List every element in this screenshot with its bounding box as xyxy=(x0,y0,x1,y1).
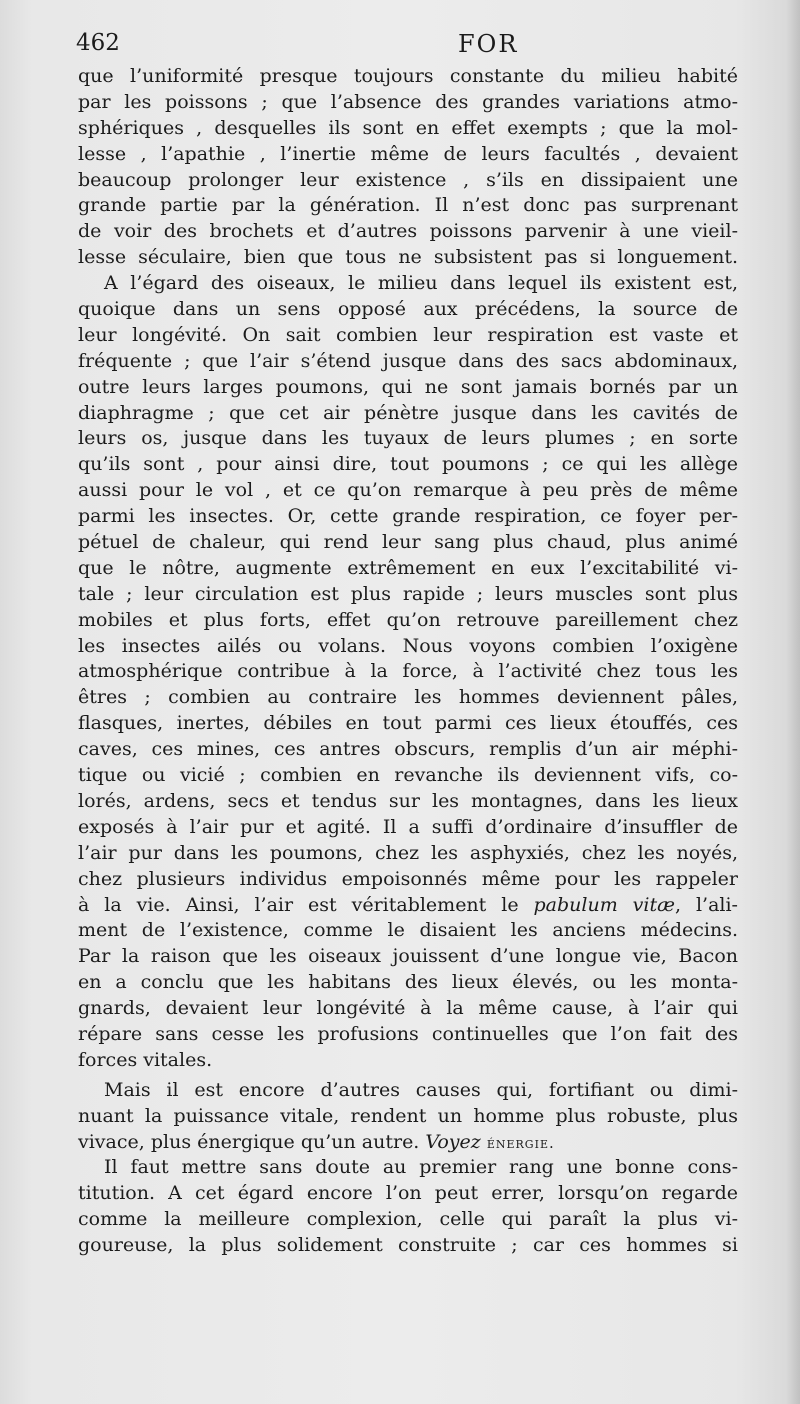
text-line: Par la raison que les oiseaux jouissent d’une longue vie, Bacon xyxy=(78,945,738,968)
text-line: quoique dans un sens opposé aux précédens, la source de xyxy=(78,298,738,321)
text-line: goureuse, la plus solidement construite ; car ces hommes si xyxy=(78,1234,738,1257)
text-line: lorés, ardens, secs et tendus sur les montagnes, dans les lieux xyxy=(78,789,738,812)
text-line: grande partie par la génération. Il n’est donc pas surprenant xyxy=(78,194,738,217)
text-line: fréquente ; que l’air s’étend jusque dans des sacs abdominaux, xyxy=(78,349,738,372)
text-line: Il faut mettre sans doute au premier rang une bonne cons- xyxy=(104,1156,738,1179)
text-line: atmosphérique contribue à la force, à l’activité chez tous les xyxy=(78,660,738,683)
text-line: titution. A cet égard encore l’on peut errer, lorsqu’on regarde xyxy=(78,1182,738,1205)
text-line: forces vitales. xyxy=(78,1048,213,1071)
text-line: beaucoup prolonger leur existence , s’ils en dissipaient une xyxy=(78,168,738,191)
text-line: à la vie. Ainsi, l’air est véritablement le pabulum vitæ, l’ali- xyxy=(78,893,738,916)
text-line: que le nôtre, augmente extrêmement en eux l’excitabilité vi- xyxy=(78,556,738,579)
text-line: pétuel de chaleur, qui rend leur sang plus chaud, plus animé xyxy=(78,531,738,554)
text-line: lesse séculaire, bien que tous ne subsistent pas si longuement. xyxy=(78,246,738,269)
text-line: leurs os, jusque dans les tuyaux de leurs plumes ; en sorte xyxy=(78,427,738,450)
body-text xyxy=(78,64,738,1259)
text-line: comme la meilleure complexion, celle qui paraît la plus vi- xyxy=(78,1208,738,1231)
text-line: mobiles et plus forts, effet qu’on retrouve pareillement chez xyxy=(78,608,738,631)
text-line: diaphragme ; que cet air pénètre jusque dans les cavités de xyxy=(78,401,738,424)
text-line: aussi pour le vol , et ce qu’on remarque à peu près de même xyxy=(78,479,738,502)
text-line: lesse , l’apathie , l’inertie même de leurs facultés , devaient xyxy=(78,142,738,165)
text-line xyxy=(78,1130,738,1156)
paragraph xyxy=(78,64,738,271)
running-head: FOR xyxy=(458,30,519,58)
text-line: ment de l’existence, comme le disaient les anciens médecins. xyxy=(78,919,738,942)
text-line: parmi les insectes. Or, cette grande respiration, ce foyer per- xyxy=(78,505,738,528)
text-line: gnards, devaient leur longévité à la même cause, à l’air qui xyxy=(78,997,738,1020)
text-line: l’air pur dans les poumons, chez les asphyxiés, chez les noyés, xyxy=(78,841,738,864)
cross-reference-voyez: Voyez xyxy=(425,1130,481,1153)
page-number: 462 xyxy=(76,30,120,56)
text-line: chez plusieurs individus empoisonnés même pour les rappeler xyxy=(78,867,738,890)
paragraph xyxy=(78,1155,738,1259)
paragraph xyxy=(78,271,738,1074)
text-line: êtres ; combien au contraire les hommes deviennent pâles, xyxy=(78,686,738,709)
text-line: Mais il est encore d’autres causes qui, fortifiant ou dimi- xyxy=(104,1078,738,1101)
text-line: nuant la puissance vitale, rendent un homme plus robuste, plus xyxy=(78,1104,738,1127)
page-edge-shadow xyxy=(786,0,800,1404)
text-line: A l’égard des oiseaux, le milieu dans lequel ils existent est, xyxy=(104,272,738,295)
text-line: les insectes ailés ou volans. Nous voyons combien l’oxigène xyxy=(78,634,738,657)
text-line: par les poissons ; que l’absence des grandes variations atmo- xyxy=(78,90,738,113)
text-line: tique ou vicié ; combien en revanche ils deviennent vifs, co- xyxy=(78,764,738,787)
text-line: de voir des brochets et d’autres poissons parvenir à une vieil- xyxy=(78,220,738,243)
page-header xyxy=(76,30,736,60)
paragraph xyxy=(78,1078,738,1156)
cross-reference-target: énergie. xyxy=(486,1133,555,1152)
text-run: vivace, plus énergique qu’un autre. xyxy=(78,1130,426,1153)
text-line: que l’uniformité presque toujours constante du milieu habité xyxy=(78,65,738,87)
text-line: répare sans cesse les profusions continuelles que l’on fait des xyxy=(78,1022,738,1045)
text-line: sphériques , desquelles ils sont en effet exempts ; que la mol- xyxy=(78,116,738,139)
text-line: caves, ces mines, ces antres obscurs, remplis d’un air méphi- xyxy=(78,738,738,761)
text-line: tale ; leur circulation est plus rapide ; leurs muscles sont plus xyxy=(78,582,738,605)
text-line: qu’ils sont , pour ainsi dire, tout poumons ; ce qui les allège xyxy=(78,453,738,476)
text-line: outre leurs larges poumons, qui ne sont jamais bornés par un xyxy=(78,375,738,398)
text-line: en a conclu que les habitans des lieux élevés, ou les monta- xyxy=(78,971,738,994)
latin-phrase: pabulum vitæ xyxy=(533,893,675,916)
text-line: flasques, inertes, débiles en tout parmi ces lieux étouffés, ces xyxy=(78,712,738,735)
text-line: leur longévité. On sait combien leur respiration est vaste et xyxy=(78,323,738,346)
text-line: exposés à l’air pur et agité. Il a suffi d’ordinaire d’insuffler de xyxy=(78,815,738,838)
